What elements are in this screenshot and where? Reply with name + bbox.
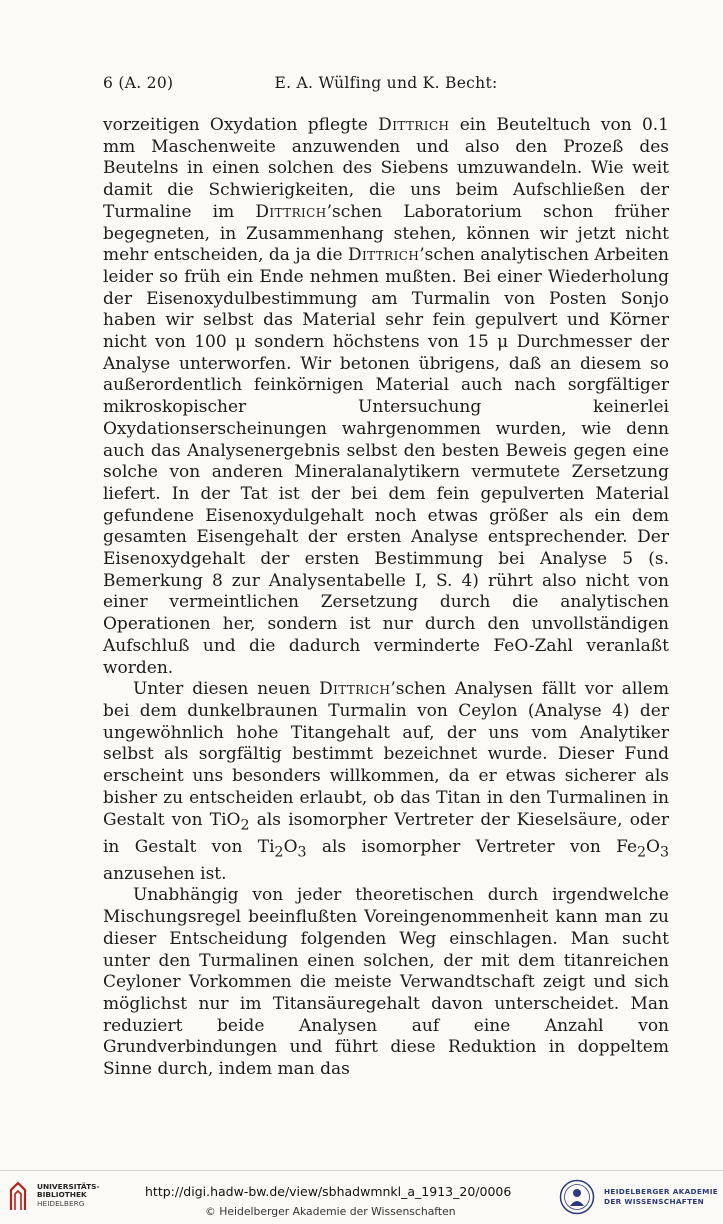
subscript: 3 — [297, 843, 307, 860]
text-run: O — [283, 836, 298, 857]
subscript: 2 — [637, 843, 647, 860]
text-run: Durchmesser der Analyse unterworfen. Wir betonen übrigens, daß an diesem so außerordentlich feinkörnigen Material auch nach sorgfältiger mikroskopischer Untersuchung keinerlei Oxydationserscheinungen wahrgenommen wurden, wie denn auch das Analysenergebnis selbst den besten Beweis gegen eine solche von anderen Mineralanalytikern vermutete Zersetzung liefert. In der Tat ist der bei dem fein gepulverten Material gefundene Eisenoxydulgehalt noch etwas größer als ein dem gesamten Eisengehalt der ersten Analyse entsprechender. Der Eisenoxydgehalt der ersten Bestimmung bei Analyse 5 (s. Bemerkung 8 zur Analysentabelle I, S. 4) rührt also nicht von einer vermeintlichen Zersetzung durch die analytischen Operationen her, sondern ist nur durch den unvollständigen Aufschluß und die dadurch verminderte FeO-Zahl veranlaßt worden. — [103, 332, 669, 678]
copyright-notice: © Heidelberger Akademie der Wissenschaften — [205, 1205, 456, 1218]
text-run: ’schen Analysen fällt vor allem bei dem dunkelbraunen Turmalin von Ceylon (Analyse 4) der ungewöhnlich hohe Titangehalt auf, der uns vom Analytiker selbst als sorgfältig bestimmt bezeichnet wurde. Dieser Fund erscheint uns besonders willkommen, da er etwas sicherer als bisher zu entscheiden erlaubt, ob das Titan in den Turmalinen in Gestalt von TiO — [103, 679, 669, 830]
footer-divider — [0, 1170, 723, 1171]
paragraph-1 — [103, 115, 669, 679]
library-name-line: BIBLIOTHEK — [37, 1190, 87, 1200]
subscript: 2 — [274, 843, 284, 860]
library-logo-icon[interactable] — [8, 1180, 28, 1212]
library-name — [37, 1183, 100, 1208]
author-name: Dittrich — [347, 245, 420, 266]
academy-name-line: DER WISSENSCHAFTEN — [604, 1197, 705, 1206]
subscript: 3 — [659, 843, 669, 860]
text-run: Unter diesen neuen — [133, 679, 320, 700]
author-name: Dittrich — [255, 201, 327, 222]
academy-name-line: HEIDELBERGER AKADEMIE — [604, 1187, 719, 1196]
author-name: Dittrich — [378, 115, 450, 135]
paragraph-3: Unabhängig von jeder theoretischen durch irgendwelche Mischungsregel beeinflußten Voreingenommenheit kann man zu dieser Entscheidung folgenden Weg einschlagen. Man sucht unter den Turmalinen einen solchen, der mit dem titanreichen Ceyloner Vorkommen die meiste Verwandtschaft zeigt und sich möglichst nur im Titansäuregehalt davon unterscheidet. Man reduziert beide Analysen auf eine Anzahl von Grundverbindungen und führt diese Reduktion in doppeltem Sinne durch, indem man das — [103, 885, 669, 1080]
library-name-line: HEIDELBERG — [37, 1198, 85, 1208]
text-run: als isomorpher Vertreter der Kieselsäure, oder in Gestalt von Ti — [103, 809, 669, 857]
paragraph-2 — [103, 679, 669, 885]
text-run: vorzeitigen Oxydation pflegte — [103, 115, 379, 135]
text-run: O — [646, 836, 660, 857]
micron-symbol: μ — [497, 332, 509, 353]
academy-name — [604, 1187, 718, 1207]
text-run: ’schen analytischen Arbeiten leider so früh ein Ende nehmen mußten. Bei einer Wiederholung der Eisenoxydulbestimmung am Turmalin von Posten Sonjo haben wir selbst das Material sehr fein gepulvert und Körner nicht von 100 — [103, 245, 669, 353]
micron-symbol: μ — [235, 332, 247, 353]
library-name-line: UNIVERSITÄTS- — [37, 1182, 100, 1191]
footer-bar — [0, 1170, 723, 1224]
author-name: Dittrich — [319, 679, 391, 700]
subscript: 2 — [240, 816, 250, 833]
source-url-link[interactable]: http://digi.hadw-bw.de/view/sbhadwmnkl_a_1913_20/0006 — [145, 1184, 512, 1199]
academy-seal-icon[interactable] — [559, 1179, 595, 1215]
page-number: 6 (A. 20) — [103, 74, 174, 92]
text-run: ein Beuteltuch von 0.1 mm Maschenweite anzuwenden und also den Prozeß des Beutelns in einen solchen des Siebens umzuwandeln. Wie weit damit die Schwierigkeiten, die uns beim Aufschließen der Turmaline im — [103, 115, 669, 222]
text-run: anzusehen ist. — [103, 863, 227, 884]
text-run: als isomorpher Vertreter von Fe — [306, 836, 638, 857]
article-body — [103, 115, 669, 1081]
text-run: ’schen Laboratorium schon früher begegneten, in Zusammenhang stehen, können wir jetzt nicht mehr entscheiden, da ja die — [103, 201, 669, 266]
text-run: sondern höchstens von 15 — [246, 332, 498, 353]
running-title: E. A. Wülfing und K. Becht: — [274, 74, 498, 92]
